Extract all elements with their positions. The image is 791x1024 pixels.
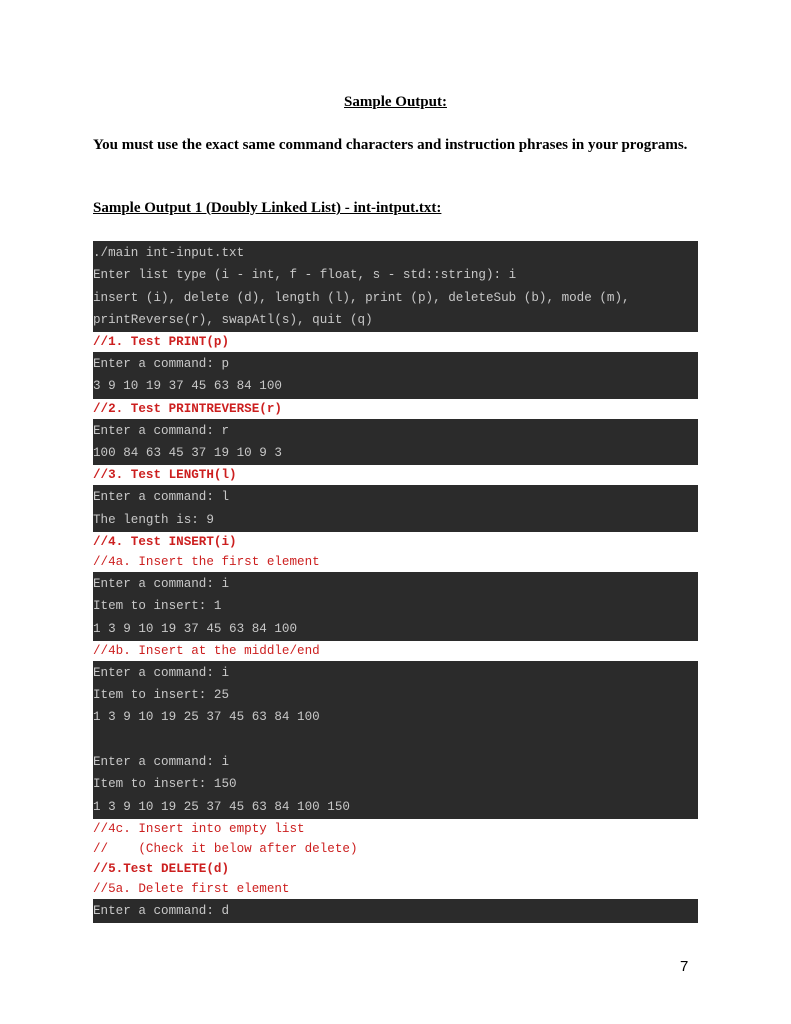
terminal-line: Enter a command: i bbox=[93, 576, 230, 591]
test-comment: //4c. Insert into empty list bbox=[93, 821, 305, 836]
test-comment: // (Check it below after delete) bbox=[93, 841, 358, 856]
terminal-line: Enter a command: p bbox=[93, 357, 230, 372]
terminal-line: 3 9 10 19 37 45 63 84 100 bbox=[93, 379, 282, 394]
terminal-line: Enter a command: r bbox=[93, 423, 230, 438]
terminal-line: 100 84 63 45 37 19 10 9 3 bbox=[93, 446, 282, 461]
terminal-line: printReverse(r), swapAtl(s), quit (q) bbox=[93, 312, 373, 327]
test-comment: //4b. Insert at the middle/end bbox=[93, 643, 320, 658]
terminal-line: Enter a command: l bbox=[93, 490, 230, 505]
section-heading: Sample Output: bbox=[344, 94, 447, 110]
terminal-line: Enter a command: i bbox=[93, 755, 230, 770]
terminal-line: Enter a command: i bbox=[93, 665, 230, 680]
terminal-line: Item to insert: 25 bbox=[93, 688, 230, 703]
test-comment: //5.Test DELETE(d) bbox=[93, 861, 230, 876]
terminal-line: ./main int-input.txt bbox=[93, 246, 245, 260]
test-comment: //3. Test LENGTH(l) bbox=[93, 468, 237, 483]
intro-paragraph: You must use the exact same command characters and instruction phrases in your programs. bbox=[93, 137, 688, 153]
sample-output-subheading: Sample Output 1 (Doubly Linked List) - int-intput.txt: bbox=[93, 200, 442, 216]
terminal-block bbox=[93, 352, 698, 399]
page-number: 7 bbox=[680, 958, 689, 975]
terminal-line: 1 3 9 10 19 25 37 45 63 84 100 150 bbox=[93, 799, 350, 814]
terminal-block bbox=[93, 661, 698, 819]
test-comment: //1. Test PRINT(p) bbox=[93, 335, 230, 350]
terminal-line: insert (i), delete (d), length (l), print (p), deleteSub (b), mode (m), bbox=[93, 290, 630, 305]
code-listing bbox=[93, 241, 698, 923]
terminal-line: Item to insert: 150 bbox=[93, 777, 237, 792]
terminal-line: Enter a command: d bbox=[93, 903, 230, 918]
test-comment: //4. Test INSERT(i) bbox=[93, 534, 237, 549]
terminal-block bbox=[93, 419, 698, 466]
terminal-line: 1 3 9 10 19 37 45 63 84 100 bbox=[93, 621, 298, 636]
terminal-block bbox=[93, 899, 698, 923]
terminal-block bbox=[93, 485, 698, 532]
terminal-block bbox=[93, 241, 698, 332]
terminal-line: The length is: 9 bbox=[93, 512, 214, 527]
terminal-line: Enter list type (i - int, f - float, s - std::string): i bbox=[93, 268, 517, 283]
terminal-line bbox=[93, 729, 698, 751]
test-comment: //5a. Delete first element bbox=[93, 881, 290, 896]
test-comment: //2. Test PRINTREVERSE(r) bbox=[93, 401, 282, 416]
terminal-block bbox=[93, 572, 698, 641]
terminal-line: Item to insert: 1 bbox=[93, 599, 222, 614]
terminal-line: 1 3 9 10 19 25 37 45 63 84 100 bbox=[93, 710, 320, 725]
test-comment: //4a. Insert the first element bbox=[93, 554, 320, 569]
